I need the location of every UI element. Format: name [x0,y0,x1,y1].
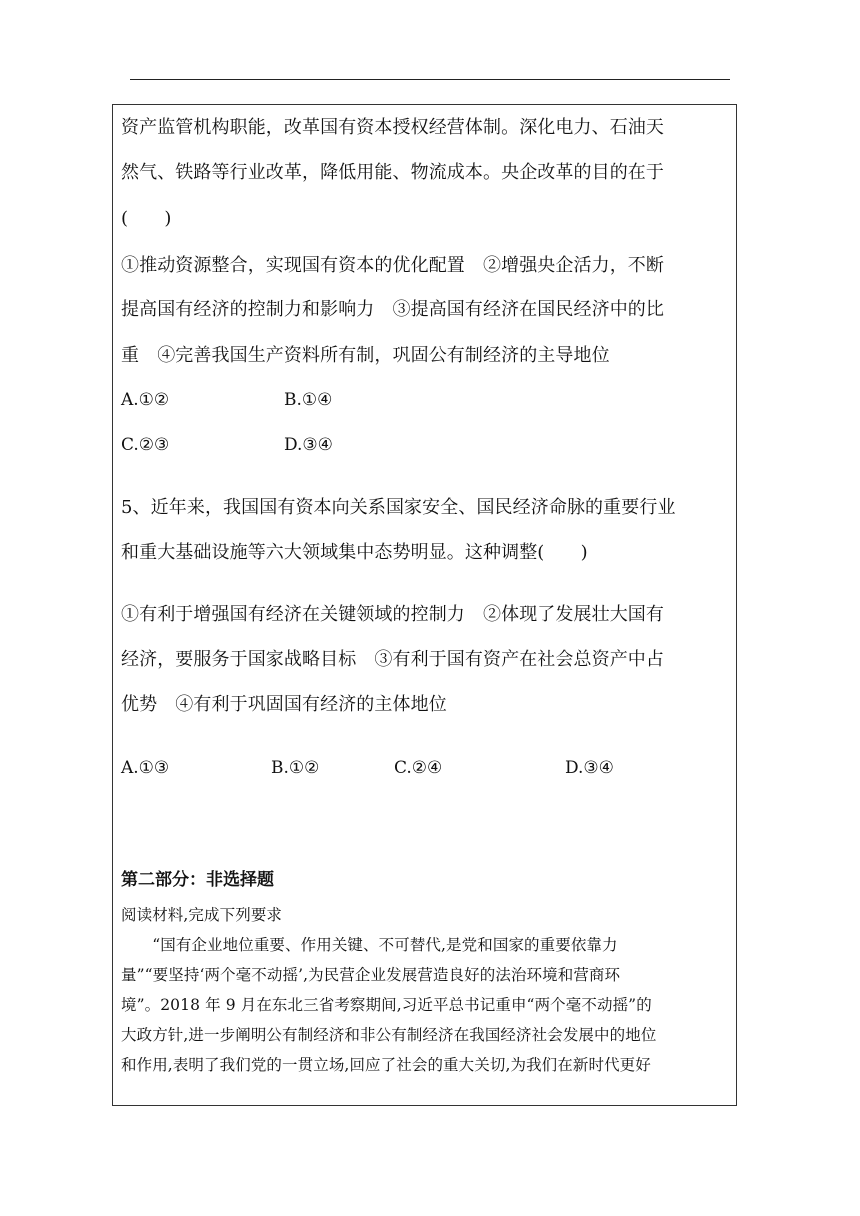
q4-option-a: A.①② [121,390,170,410]
q5-option-c: C.②④ [394,758,443,778]
q4-statement-line-3: 重 ④完善我国生产资料所有制，巩固公有制经济的主导地位 [121,345,610,366]
part2-material-line-5: 和作用,表明了我们党的一贯立场,回应了社会的重大关切,为我们在新时代更好 [121,1056,651,1074]
header-rule [130,79,730,80]
q4-option-c: C.②③ [121,435,170,455]
q4-option-d: D.③④ [284,435,333,455]
q5-option-a: A.①③ [121,758,170,778]
q5-option-b: B.①② [271,758,320,778]
q4-option-b: B.①④ [284,390,333,410]
q5-text-line-1: 5、近年来，我国国有资本向关系国家安全、国民经济命脉的重要行业 [121,497,676,518]
q5-text-line-2: 和重大基础设施等六大领域集中态势明显。这种调整( ) [121,542,588,563]
part2-instruction: 阅读材料,完成下列要求 [121,906,283,924]
q5-option-d: D.③④ [565,758,614,778]
part2-material-line-4: 大政方针,进一步阐明公有制经济和非公有制经济在我国经济社会发展中的地位 [121,1026,657,1044]
q5-statement-line-3: 优势 ④有利于巩固国有经济的主体地位 [121,694,447,715]
part2-material-line-2: 量”“要坚持‘两个毫不动摇’,为民营企业发展营造良好的法治环境和营商环 [121,966,621,984]
part2-material-line-1: “国有企业地位重要、作用关键、不可替代,是党和国家的重要依靠力 [121,936,618,954]
q5-statement-line-2: 经济，要服务于国家战略目标 ③有利于国有资产在社会总资产中占 [121,649,664,670]
question-frame [112,104,737,1106]
part2-material-line-3: 境”。2018 年 9 月在东北三省考察期间,习近平总书记重申“两个毫不动摇”的 [121,996,652,1014]
q4-answer-blank: ( ) [121,208,172,229]
q4-statement-line-1: ①推动资源整合，实现国有资本的优化配置 ②增强央企活力，不断 [121,255,664,276]
q4-text-line-1: 资产监管机构职能，改革国有资本授权经营体制。深化电力、石油天 [121,117,664,138]
part2-heading: 第二部分：非选择题 [121,870,274,890]
q4-text-line-2: 然气、铁路等行业改革，降低用能、物流成本。央企改革的目的在于 [121,162,664,183]
q4-statement-line-2: 提高国有经济的控制力和影响力 ③提高国有经济在国民经济中的比 [121,299,664,320]
q5-statement-line-1: ①有利于增强国有经济在关键领域的控制力 ②体现了发展壮大国有 [121,604,664,625]
